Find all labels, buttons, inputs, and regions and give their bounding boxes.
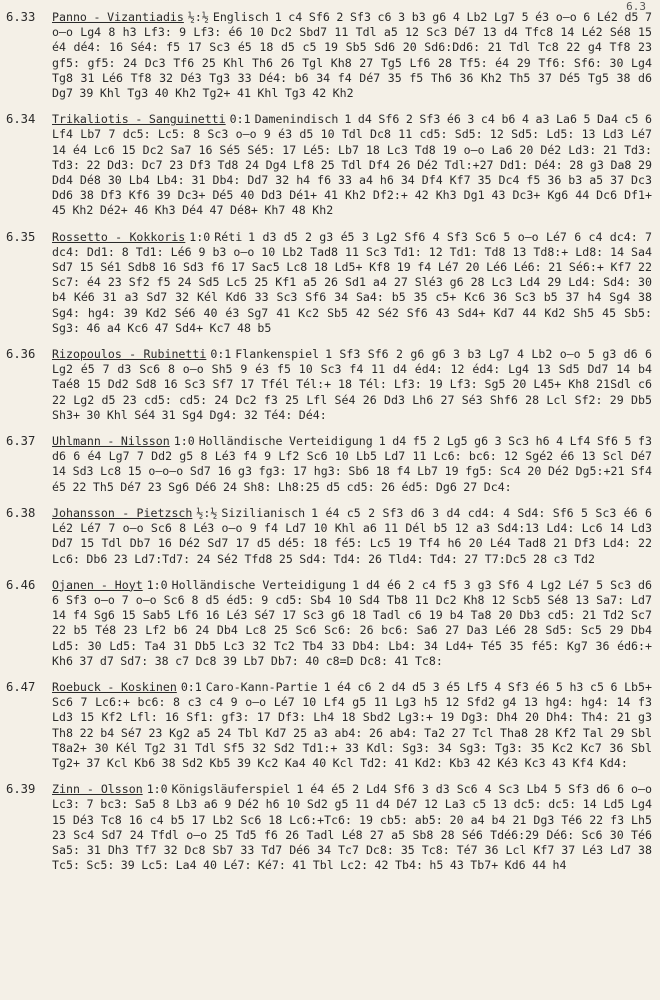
game-number: 6.34 (6, 112, 36, 127)
game-players: Rizopoulos - Rubinetti (52, 347, 207, 362)
game-moves: 1 d3 d5 2 g3 é5 3 Lg2 Sf6 4 Sf3 Sc6 5 o—o Lé7 6 c4 dc4: 7 dc4: Dd1: 8 Td1: Lé6 9 b3 o—o 10 Lb2 Tad8 11 Sc3 Td1: 12 Td1: Td8 13 Td8:+ Ld8: 14 Sa4 Sd7 15 Sé1 Sdb8 16 Sd3 f6 17 Sac5 Lc8 18 Ld5+ Kf8 19 f4 Lé7 20 Lé6 Lé6: 21 Sé6:+ Kf7 22 Sc7: é4 23 Sf2 f5 24 Sd5 Lc5 25 Kf1 a5 26 Sd1 a4 27 Slé3 g6 28 Lc3 Ld4 29 Ld4: Sd4: 30 b4 Ké6 31 a3 Sd7 32 Kél Kd6 33 Sc3 Sf6 34 Sa4: b5 35 c5+ Kc6 36 Sc3 b5 37 h4 Sg4 38 Sg4: hg4: 39 Kd2 Sé6 40 é3 Sg7 41 Kc2 Sb5 42 Sé2 Sf6 43 Sd4+ Kd7 44 Kd2 Sh5 45 Sb5: Sg3: 46 a4 Kc6 47 Sd4+ Kc7 48 b5 (52, 229, 652, 335)
game-opening: Réti (214, 229, 243, 244)
game-entry (4, 680, 652, 771)
game-entry (4, 578, 652, 669)
game-players: Roebuck - Koskinen (52, 679, 177, 694)
game-text (52, 230, 652, 336)
game-moves: 1 é4 c5 2 Sf3 d6 3 d4 cd4: 4 Sd4: Sf6 5 Sc3 é6 6 Lé2 Lé7 7 o—o Sc6 8 Lé3 o—o 9 f4 Ld7 10 Khl a6 11 Dél b5 12 a3 Sd4:13 Ld4: Lc6 14 Ld3 Dd7 15 Tdl Db7 16 Dé2 Sd7 17 d5 dé5: 18 fé5: Lc5 19 Tf4 h6 20 Lé4 Tad8 21 Df3 Ld4: 22 Lc6: Db6 23 Ld7:Td7: 24 Sé2 Tfd8 25 Sd4: Td4: 26 Tld4: Td4: 27 T7:Dc5 28 c3 Td2 (52, 505, 652, 566)
game-opening: Caro-Kann-Partie (205, 679, 318, 694)
game-text (52, 112, 652, 218)
game-result: 1:0 (189, 229, 211, 244)
game-text (52, 578, 652, 669)
game-moves: 1 Sf3 Sf6 2 g6 g6 3 b3 Lg7 4 Lb2 o—o 5 g3 d6 6 Lg2 é5 7 d3 Sc6 8 o—o Sh5 9 é3 f5 10 Sc3 f4 11 d4 éd4: 12 éd4: Lg4 13 Sd5 Dd7 14 b4 Taé8 15 Dd2 Sd8 16 Sc3 Sf7 17 Tfél Tél:+ 18 Tél: Lf3: 19 Lf3: Sg5 20 L45+ Kh8 21Sdl c6 22 Lg2 d5 23 cd5: cd5: 24 Dc2 f3 25 Lfl Sé4 26 Dd3 Lh6 27 Sé3 Shf6 28 Lcl Sf2: 29 Db5 Sh3+ 30 Khl Sé4 31 Sg4 Dg4: 32 Té4: Dé4: (52, 347, 652, 422)
game-result: 1:0 (146, 577, 168, 592)
games-list (4, 10, 652, 873)
game-number: 6.46 (6, 577, 36, 592)
game-text (52, 10, 652, 101)
game-moves: 1 d4 é6 2 c4 f5 3 g3 Sf6 4 Lg2 Lé7 5 Sc3 d6 6 Sf3 o—o 7 o—o Sc6 8 d5 éd5: 9 cd5: Sb4 10 Sd4 Tb8 11 Dc2 Kh8 12 Scb5 Sé8 13 Sa7: Ld7 14 f4 Sg6 15 Sab5 Lf6 16 Lé3 Sé7 17 Sc3 g6 18 Tadl c6 19 b4 Ta8 20 Db3 cd5: 21 Td2 Sc7 22 b5 Té8 23 Lf2 b6 24 Db4 Lc8 25 Sc6 Sc6: 26 bc6: Sa6 27 Da3 Lé6 28 Sd5: Sc5 29 Db4 Ld5: 30 Ld5: Ta4 31 Db5 Lc3 32 Tc2 Tb4 33 Db4: Lb4: 34 Ld4+ Té5 35 fé5: Kg7 36 éd6:+ Kh6 37 d7 Sd7: 38 c7 Dc8 39 Lb7 Db7: 40 c8=D Dc8: 41 Tc8: (52, 577, 652, 668)
game-number: 6.36 (6, 347, 36, 362)
game-result: ½:½ (187, 10, 209, 24)
game-players: Uhlmann - Nilsson (52, 434, 170, 449)
game-result: 0:1 (180, 679, 202, 694)
game-moves: 1 é4 é5 2 Ld4 Sf6 3 d3 Sc6 4 Sc3 Lb4 5 Sf3 d6 6 o—o Lc3: 7 bc3: Sa5 8 Lb3 a6 9 Dé2 h6 10 Sd2 g5 11 d4 Dé7 12 La3 c5 13 dc5: dc5: 14 Ld5 Lg4 15 Dé3 Tc8 16 c4 b5 17 Lb2 Sc6 18 Lc6:+Tc6: 19 cb5: ab5: 20 a4 b4 21 Dg3 Té6 22 f3 Lh5 23 Sc4 Sd7 24 Tfdl o—o 25 Td5 f6 26 Tadl Lé8 27 a5 Sb8 28 Sé6 Tdé6:29 Dé6: Sc6 30 Té6 Sa5: 31 Dh3 Tf7 32 Dc8 Sb7 33 Td7 Dé6 34 Tc7 Dc8: 35 Tc8: Té7 36 Lcl Kf7 37 Lé3 Ld7 38 Tc5: Sc5: 39 Lc5: La4 40 Lé7: Ké7: 41 Tbl Lc2: 42 Tb4: h5 43 Tb7+ Kd6 44 h4 (52, 782, 652, 873)
game-number: 6.33 (6, 10, 36, 24)
game-opening: Damenindisch (254, 112, 339, 127)
game-players: Rossetto - Kokkoris (52, 229, 186, 244)
game-entry (4, 112, 652, 218)
game-entry (4, 782, 652, 873)
game-players: Johansson - Pietzsch (52, 505, 193, 520)
game-result: ½:½ (196, 505, 218, 520)
game-text (52, 434, 652, 495)
page-corner-number: 6.3 (626, 0, 646, 13)
game-result: 0:1 (210, 347, 232, 362)
game-result: 0:1 (229, 112, 251, 127)
game-moves: 1 c4 Sf6 2 Sf3 c6 3 b3 g6 4 Lb2 Lg7 5 é3 o—o 6 Lé2 d5 7 o—o Lg4 8 h3 Lf3: 9 Lf3: é6 10 Dc2 Sbd7 11 Tdl a5 12 Sc3 Dé7 13 d4 Tfc8 14 Lé2 Sé8 15 é4 dé4: 16 Sé4: f5 17 Sc3 é5 18 d5 c5 19 Sb5 Sd6 20 Sd6:Dd6: 21 Tdl Tc8 22 g4 Tf8 23 gf5: gf5: 24 Dc3 Tf6 25 Khl Th6 26 Tgl Kh8 27 Tg5 Lf6 28 Tf5: é4 29 Tf6: Sf6: 30 Lg4 Tg8 31 Lé6 Tf8 32 Dé3 Tg3 33 Dé4: b6 34 f4 Dé7 35 f5 Th6 36 Kh2 Th5 37 Dé5 Tg5 38 d6 Dg7 39 Khl Tg3 40 Kh2 Tg2+ 41 Khl Tg3 42 Kh2 (52, 10, 652, 101)
game-entry (4, 434, 652, 495)
game-players: Zinn - Olsson (52, 782, 143, 797)
game-number: 6.35 (6, 229, 36, 244)
game-players: Ojanen - Hoyt (52, 577, 143, 592)
game-number: 6.37 (6, 434, 36, 449)
game-opening: Sizilianisch (221, 505, 306, 520)
game-result: 1:0 (173, 434, 195, 449)
game-opening: Holländische Verteidigung (198, 434, 373, 449)
game-number: 6.38 (6, 505, 36, 520)
game-players: Trikaliotis - Sanguinetti (52, 112, 226, 127)
game-moves: 1 é4 c6 2 d4 d5 3 é5 Lf5 4 Sf3 é6 5 h3 c5 6 Lb5+ Sc6 7 Lc6:+ bc6: 8 c3 c4 9 o—o Lé7 10 Lf4 g5 11 Lg3 h5 12 Sfd2 g4 13 hg4: hg4: 14 f3 Ld3 15 Kf2 Lfl: 16 Sf1: gf3: 17 Df3: Lh4 18 Sbd2 Lg3:+ 19 Dg3: Dh4 20 Dh4: Th4: 21 g3 Th8 22 b4 Sé7 23 Kg2 a5 24 Tbl Kd7 25 a3 ab4: 26 ab4: Ta2 27 Tcl Tha8 28 Kf2 Tal 29 Sbl T8a2+ 30 Kél Tg2 31 Tdl Sf5 32 Sd2 Td1:+ 33 Kdl: Sg3: 34 Sg3: Tg3: 35 Kc2 Kc7 36 Sbl Tg2+ 37 Kcl Kb6 38 Sd2 Kb5 39 Kc2 Ka4 40 Kcl Td2: 41 Kd2: Kb3 42 Ké3 Kc3 43 Kf4 Kd4: (52, 679, 652, 770)
game-players: Panno - Vizantiadis (52, 10, 184, 24)
game-entry (4, 230, 652, 336)
game-moves: 1 d4 Sf6 2 Sf3 é6 3 c4 b6 4 a3 La6 5 Da4 c5 6 Lf4 Lb7 7 dc5: Lc5: 8 Sc3 o—o 9 é3 d5 10 Tdl Dc8 11 cd5: Sd5: 12 Sd5: Ld5: 13 Ld3 Lé7 14 é4 Lc6 15 Dc2 Sa7 16 Sé5 Sé5: 17 Lé5: Lb7 18 Lc3 Td8 19 o—o La6 20 Dé2 Ld3: 21 Td3: Td3: 22 Dd3: Dc7 23 Df3 Td8 24 Dg4 Lf8 25 Tdl Df4 26 Dé2 Tdl:+27 Dd1: Dé4: 28 g3 Da8 29 Dd4 Dé8 30 Lb4 Lb4: 31 Db4: Dd7 32 h4 f6 33 a4 h6 34 Df4 Kf7 35 Dc4 f5 36 b3 a5 37 Dc3 Dd6 38 Df3 Kf6 39 Dc3+ Dé5 40 Dd3 Dé1+ 41 Kh2 Df2:+ 42 Kh3 Dg1 43 Dc3+ Kg6 44 Dc6 Df1+ 45 Kh2 Dé2+ 46 Kh3 Dé4 47 Dé8+ Kh7 48 Kh2 (52, 112, 652, 218)
game-number: 6.39 (6, 782, 36, 797)
game-opening: Königsläuferspiel (171, 782, 291, 797)
game-text (52, 782, 652, 873)
game-text (52, 347, 652, 423)
game-text (52, 680, 652, 771)
game-entry (4, 347, 652, 423)
game-result: 1:0 (146, 782, 168, 797)
game-moves: 1 d4 f5 2 Lg5 g6 3 Sc3 h6 4 Lf4 Sf6 5 f3 d6 6 é4 Lg7 7 Dd2 g5 8 Lé3 f4 9 Lf2 Sc6 10 Lb5 Ld7 11 Lc6: bc6: 12 Sgé2 é6 13 Scl Dé7 14 Sd3 Lc8 15 o—o—o Sd7 16 g3 fg3: 17 hg3: Sb6 18 f4 Lb7 19 fg5: Sc4 20 Dé2 Dg5:+21 Sf4 é5 22 Th5 Dé7 23 Sg6 Dé6 24 Sh8: Lh8:25 d5 cd5: 26 éd5: Dg6 27 Dc4: (52, 434, 652, 494)
game-entry (4, 506, 652, 567)
game-number: 6.47 (6, 679, 36, 694)
game-entry (4, 10, 652, 101)
game-text (52, 506, 652, 567)
game-opening: Holländische Verteidigung (171, 577, 347, 592)
game-opening: Englisch (212, 10, 269, 24)
game-opening: Flankenspiel (235, 347, 320, 362)
